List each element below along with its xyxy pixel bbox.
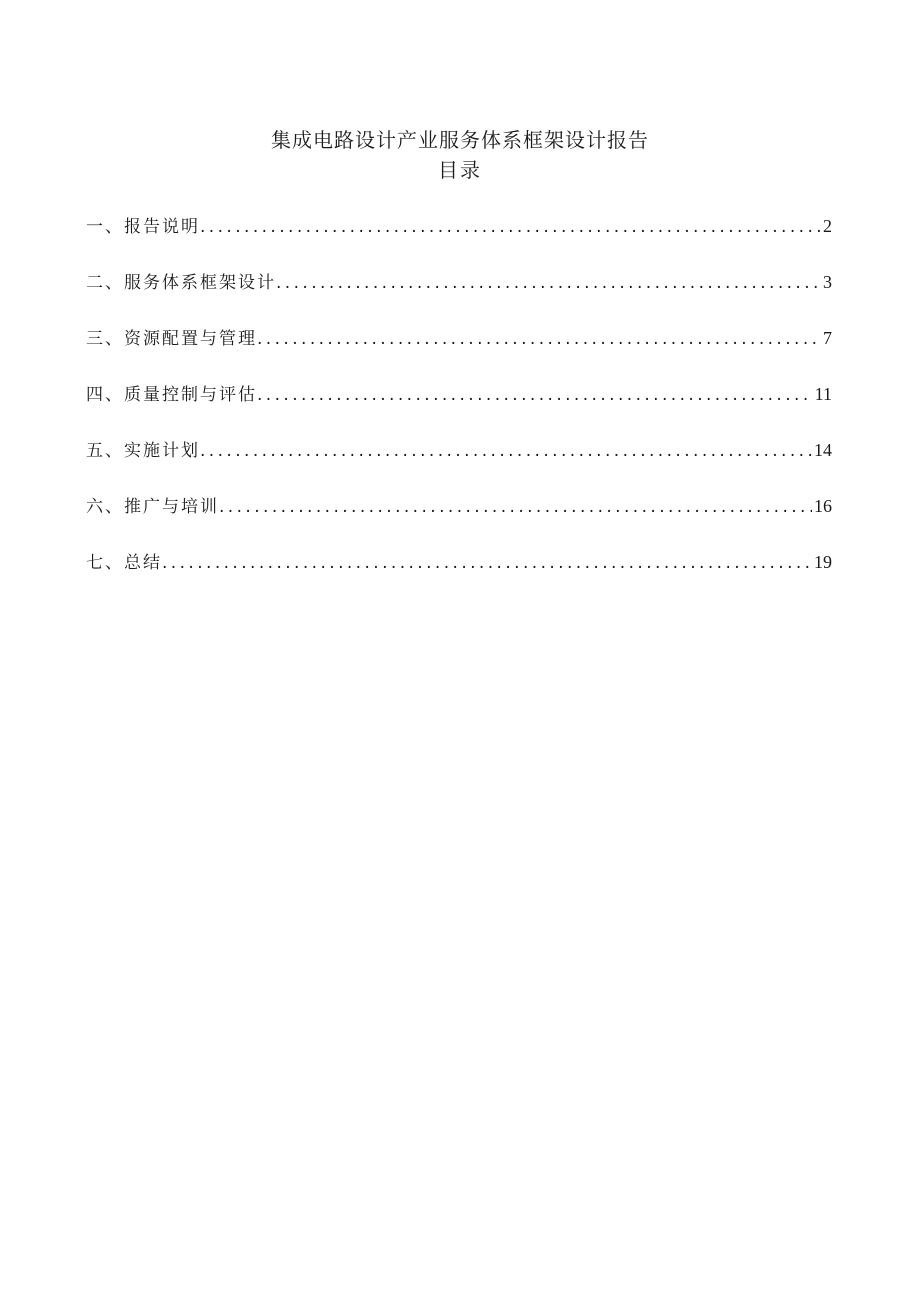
toc-dot-leader — [200, 437, 812, 465]
toc-dot-leader — [257, 325, 821, 353]
toc-entry-label: 二、服务体系框架设计 — [86, 273, 276, 293]
toc-entry-2[interactable] — [86, 268, 832, 324]
toc-entry-6[interactable] — [86, 492, 832, 548]
toc-entry-3[interactable] — [86, 324, 832, 380]
toc-entry-page: 11 — [814, 384, 832, 404]
toc-dot-leader — [276, 269, 821, 297]
toc-entry-label: 六、推广与培训 — [86, 497, 219, 517]
toc-entry-4[interactable] — [86, 380, 832, 436]
toc-entry-label: 三、资源配置与管理 — [86, 329, 257, 349]
toc-entry-label: 一、报告说明 — [86, 217, 200, 237]
toc-entry-page: 3 — [823, 272, 832, 292]
toc-entry-page: 14 — [814, 440, 832, 460]
toc-entry-7[interactable] — [86, 548, 832, 604]
toc-entry-5[interactable] — [86, 436, 832, 492]
toc-dot-leader — [200, 213, 821, 241]
toc-dot-leader — [257, 381, 813, 409]
toc-entry-1[interactable] — [86, 212, 832, 268]
toc-dot-leader — [219, 493, 812, 521]
toc-entry-label: 四、质量控制与评估 — [86, 385, 257, 405]
toc-entry-page: 7 — [823, 328, 832, 348]
toc-heading: 目录 — [438, 158, 482, 182]
toc-dot-leader — [162, 549, 812, 577]
toc-entry-page: 2 — [823, 216, 832, 236]
table-of-contents — [86, 212, 832, 604]
toc-entry-label: 五、实施计划 — [86, 441, 200, 461]
document-title: 集成电路设计产业服务体系框架设计报告 — [271, 128, 649, 152]
toc-entry-page: 16 — [814, 496, 832, 516]
toc-entry-label: 七、总结 — [86, 553, 162, 573]
toc-entry-page: 19 — [814, 552, 832, 572]
